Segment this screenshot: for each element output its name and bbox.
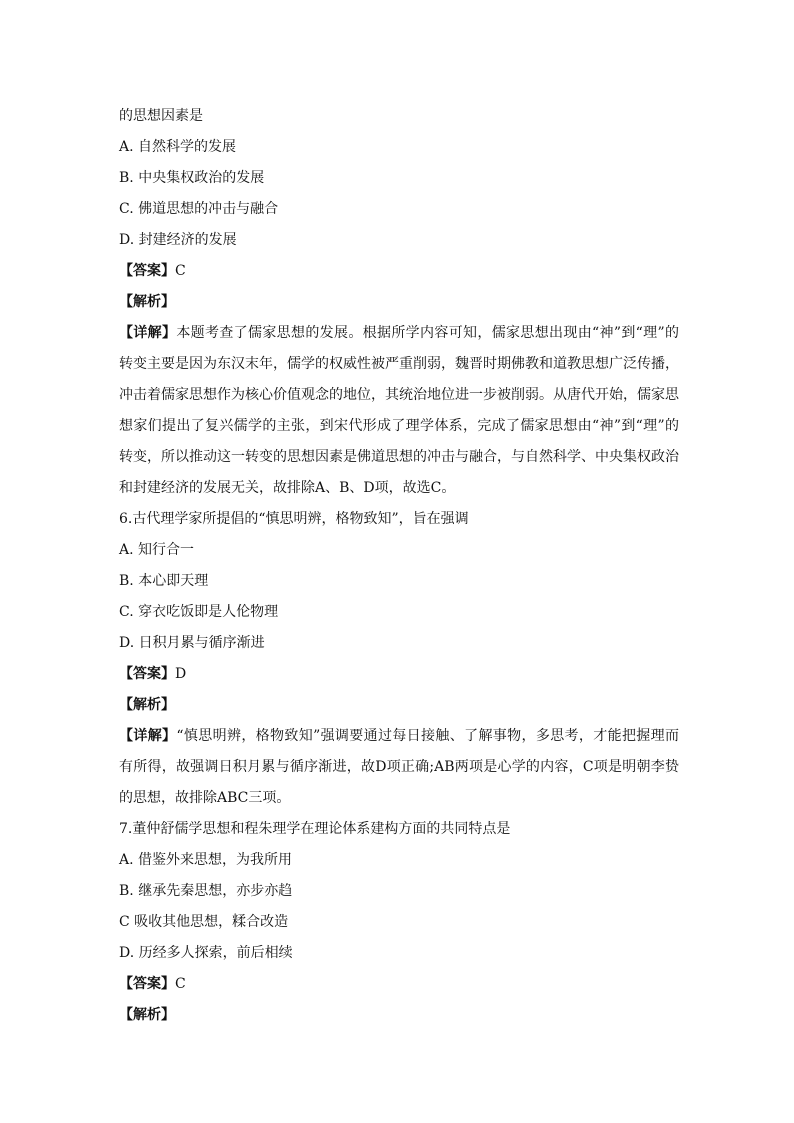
q6-stem: 6.古代理学家所提倡的“慎思明辨，格物致知”，旨在强调 <box>119 511 469 527</box>
q7-option-a: A. 借鉴外来思想，为我所用 <box>119 852 293 868</box>
q6-detail <box>119 721 679 814</box>
q5-detail-label: 【详解】 <box>119 325 177 341</box>
q5-detail-text: 本题考查了儒家思想的发展。根据所学内容可知，儒家思想出现由“神”到“理”的转变主要是因为东汉末年，儒学的权威性被严重削弱，魏晋时期佛教和道教思想广泛传播，冲击着儒家思想作为核心价值观念的地位，其统治地位进一步被削弱。从唐代开始，儒家思想家们提出了复兴儒学的主张，到宋代形成了理学体系，完成了儒家思想由“神”到“理”的转变，所以推动这一转变的思想因素是佛道思想的冲击与融合，与自然科学、中央集权政治和封建经济的发展无关，故排除A、B、D项，故选C。 <box>119 325 679 496</box>
q6-answer-value: D <box>175 666 187 682</box>
q5-option-d: D. 封建经济的发展 <box>119 232 237 248</box>
q7-option-d: D. 历经多人探索，前后相续 <box>119 945 293 961</box>
q7-answer-value: C <box>175 976 186 992</box>
q5-answer <box>119 256 679 287</box>
q6-detail-text: “慎思明辨，格物致知”强调要通过每日接触、了解事物，多思考，才能把握理而有所得，故强调日积月累与循序渐进，故D项正确;AB两项是心学的内容，C项是明朝李贽的思想，故排除ABC三项。 <box>119 728 680 806</box>
q5-option-c: C. 佛道思想的冲击与融合 <box>119 201 279 217</box>
q7-option-b: B. 继承先秦思想，亦步亦趋 <box>119 883 293 899</box>
q5-option-a: A. 自然科学的发展 <box>119 139 237 155</box>
q6-analysis-label: 【解析】 <box>119 697 175 713</box>
q5-option-b: B. 中央集权政治的发展 <box>119 170 265 186</box>
q6-detail-label: 【详解】 <box>119 728 177 744</box>
q6-answer-label: 【答案】 <box>119 666 175 682</box>
q6-option-b: B. 本心即天理 <box>119 573 209 589</box>
q6-option-a: A. 知行合一 <box>119 542 195 558</box>
q7-option-c: C 吸收其他思想，糅合改造 <box>119 914 289 930</box>
q6-option-d: D. 日积月累与循序渐进 <box>119 635 265 651</box>
q6-answer <box>119 659 679 690</box>
q6-option-c: C. 穿衣吃饭即是人伦物理 <box>119 604 279 620</box>
q5-detail <box>119 318 679 504</box>
q7-analysis-label: 【解析】 <box>119 1007 175 1023</box>
q5-stem-tail: 的思想因素是 <box>119 108 203 124</box>
q7-stem: 7.董仲舒儒学思想和程朱理学在理论体系建构方面的共同特点是 <box>119 821 511 837</box>
document-content <box>119 101 679 1031</box>
q5-answer-value: C <box>175 263 186 279</box>
q5-answer-label: 【答案】 <box>119 263 175 279</box>
q5-analysis-label: 【解析】 <box>119 294 175 310</box>
q7-answer <box>119 969 679 1000</box>
q7-answer-label: 【答案】 <box>119 976 175 992</box>
